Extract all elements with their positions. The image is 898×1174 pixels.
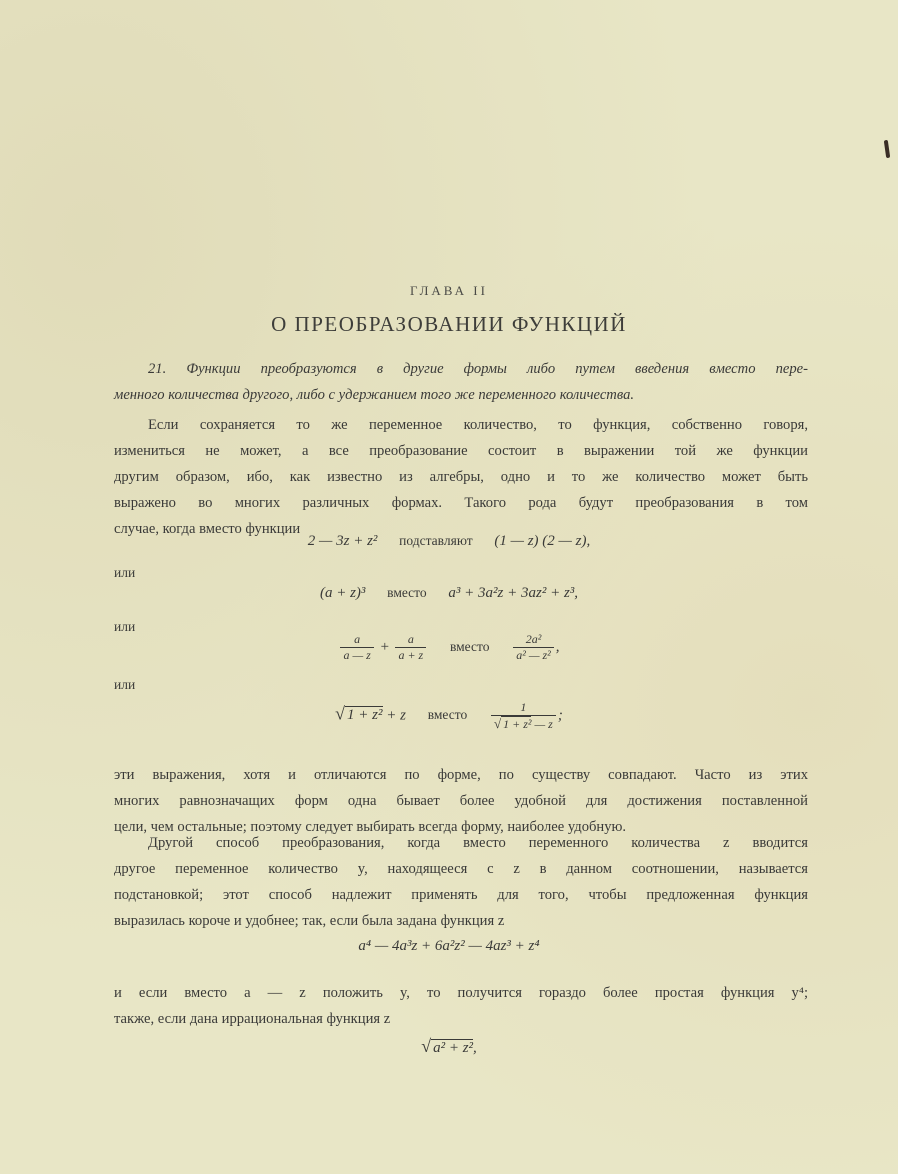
fraction — [513, 632, 554, 663]
punctuation: , — [555, 638, 560, 655]
connector-or: или — [114, 565, 136, 580]
text-line: менного количества другого, либо с удержанием того же переменного количества. — [114, 387, 635, 403]
formula-right: a³ + 3a²z + 3az² + z³, — [448, 585, 579, 601]
text-line: цели, чем остальные; поэтому следует выбирать всегда форму, наиболее удобную. — [114, 819, 627, 835]
paragraph-3 — [114, 830, 808, 934]
radicand: 1 + z² — [503, 717, 532, 731]
paragraph-1 — [114, 412, 808, 542]
numerator: 2a² — [525, 632, 542, 646]
fraction — [340, 632, 373, 663]
formula-6 — [0, 1036, 898, 1057]
text-line: 21. Функции преобразуются в другие формы либо путем введения вместо пере- — [148, 361, 808, 377]
punctuation: , — [473, 1040, 477, 1056]
numerator: a — [407, 632, 414, 646]
text-line: Другой способ преобразования, когда вместо переменного количества z вводится — [148, 835, 808, 851]
text-line: многих равнозначащих форм одна бывает более удобной для достижения поставленной — [114, 793, 808, 809]
formula-word: подставляют — [399, 533, 473, 548]
radicand: 1 + z² — [347, 707, 383, 724]
radical-sign-icon: √ — [421, 1036, 432, 1056]
radical-sign-icon: √ — [493, 716, 502, 731]
text-line: эти выражения, хотя и отличаются по форме, по существу совпадают. Часто из этих — [114, 767, 808, 783]
connector-or: или — [114, 619, 136, 634]
paragraph-2 — [114, 762, 808, 840]
formula-word: вместо — [387, 585, 427, 600]
formula-word: вместо — [449, 638, 490, 654]
denominator: a² — z² — [513, 647, 554, 663]
denominator: a + z — [395, 647, 426, 663]
fraction — [395, 632, 426, 663]
formula-4 — [0, 700, 898, 732]
text-line: другое переменное количество y, находящееся с z в данном соотношении, называется — [114, 861, 808, 877]
numerator: 1 — [520, 700, 527, 714]
text-line: Если сохраняется то же переменное количество, то функция, собственно говоря, — [148, 417, 808, 433]
page-edge-mark — [884, 140, 890, 158]
numerator: a — [354, 632, 361, 646]
radical-sign-icon: √ — [335, 703, 346, 724]
text-line: выражено во многих различных формах. Такого рода будут преобразования в том — [114, 495, 808, 511]
fraction — [491, 700, 556, 732]
formula-3 — [0, 632, 898, 663]
punctuation: ; — [557, 707, 563, 724]
plus-sign: + — [379, 638, 390, 655]
connector-or: или — [114, 677, 136, 692]
paragraph-4 — [114, 980, 808, 1032]
text-line: также, если дана иррациональная функция z — [114, 1011, 391, 1027]
text-line: подстановкой; этот способ надлежит применять для того, чтобы предложенная функция — [114, 887, 808, 903]
formula-word: вместо — [427, 707, 468, 723]
formula-right: (1 — z) (2 — z), — [494, 533, 591, 549]
denominator-tail: — z — [534, 717, 553, 731]
formula-left: 2 — 3z + z² — [307, 533, 378, 549]
formula-2 — [0, 585, 898, 602]
text-line: измениться не может, а все преобразование состоит в выражении той же функции — [114, 443, 808, 459]
denominator — [491, 715, 556, 732]
section-intro — [114, 356, 808, 408]
formula-left: (a + z)³ — [319, 585, 366, 601]
chapter-title: О ПРЕОБРАЗОВАНИИ ФУНКЦИЙ — [271, 312, 627, 336]
formula-1 — [0, 533, 898, 550]
text-line: другим образом, ибо, как известно из алгебры, одно и то же количество может быть — [114, 469, 808, 485]
text-line: выразилась короче и удобнее; так, если была задана функция z — [114, 913, 505, 929]
denominator: a — z — [340, 647, 373, 663]
text-line: и если вместо a — z положить y, то получится гораздо более простая функция y⁴; — [114, 985, 808, 1001]
text-line: случае, когда вместо функции — [114, 521, 301, 537]
radicand: a² + z² — [433, 1040, 474, 1056]
chapter-label: ГЛАВА II — [410, 283, 488, 298]
formula-5: a⁴ — 4a³z + 6a²z² — 4az³ + z⁴ — [358, 938, 540, 954]
formula-left-tail: + z — [386, 707, 406, 724]
